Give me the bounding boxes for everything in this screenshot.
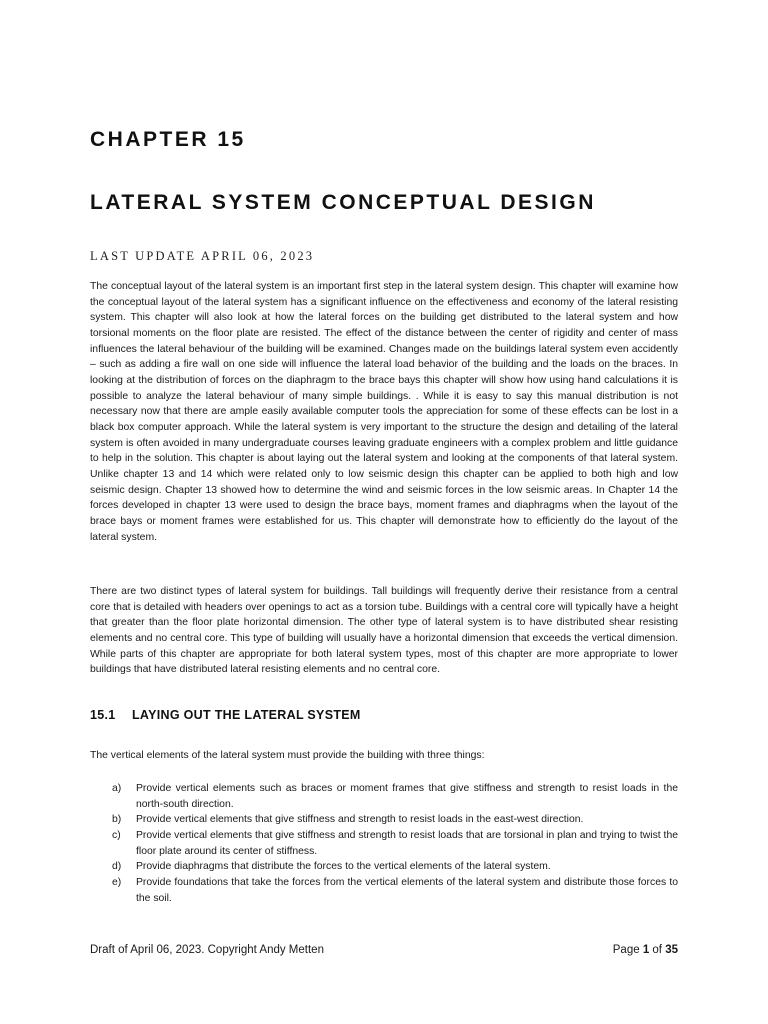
- requirements-list: [112, 781, 678, 906]
- list-item-letter: e): [112, 876, 122, 888]
- list-item: [112, 781, 678, 812]
- page-current: 1: [642, 944, 650, 956]
- section-number: 15.1: [90, 708, 116, 722]
- chapter-title: LATERAL SYSTEM CONCEPTUAL DESIGN: [90, 191, 596, 214]
- footer-page-number: [613, 944, 678, 956]
- list-item: [112, 812, 678, 828]
- list-item-letter: d): [112, 861, 122, 873]
- section-intro: The vertical elements of the lateral system must provide the building with three things:: [90, 750, 485, 761]
- last-update: LAST UPDATE APRIL 06, 2023: [90, 249, 315, 263]
- page-prefix: Page: [612, 944, 643, 956]
- list-item: [112, 828, 678, 859]
- paragraph-intro: The conceptual layout of the lateral system is an important first step in the lateral system design. This chapter will examine how the conceptual layout of the lateral system has a significant influence on the effectiveness and economy of the lateral resisting system. This chapter will also look at how the lateral forces on the building get distributed to the lateral system and how torsional moments on the floor plate are resisted. The effect of the distance between the center of rigidity and center of mass influences the lateral behaviour of the building will be examined. Changes made on the buildings lateral system even accidently – such as adding a fire wall on one side will influence the lateral load behavior of the building and the loads on the braces. In looking at the distribution of forces on the diaphragm to the brace bays this chapter will show how using hand calculations it is possible to analyze the lateral behaviour of many simple buildings. . While it is easy to say this manual distribution is not necessary now that there are ample easily available computer tools the appreciation for some of these effects can be lost in a black box computer approach. While the lateral system is very important to the structure the design and detailing of the lateral system is often avoided in many undergraduate courses leaving graduate engineers with a complex problem and little guidance to help in the solution. This chapter is about laying out the lateral system and looking at the components of that lateral system. Unlike chapter 13 and 14 which were related only to low seismic design this chapter can be applied to both high and low seismic design. Chapter 13 showed how to determine the wind and seismic forces in the low seismic areas. In Chapter 14 the forces developed in chapter 13 were used to design the brace bays, moment frames and diaphragms when the layout of the brace bays or moment frames were established for us. This chapter will demonstrate how to efficiently do the layout of the lateral system.: [90, 281, 678, 543]
- list-item-text: Provide vertical elements that give stiffness and strength to resist loads that are torsional in plan and trying to twist the floor plate around its center of stiffness.: [136, 829, 678, 857]
- paragraph-lateral-types: There are two distinct types of lateral system for buildings. Tall buildings will frequently derive their resistance from a central core that is detailed with headers over openings to act as a torsion tube. Buildings with a central core will typically have a height that greater than the floor plate horizontal dimension. The other type of lateral system is to have distributed shear resisting elements and no central core. This type of building will usually have a horizontal dimension that exceeds the vertical dimension. While parts of this chapter are appropriate for both lateral system types, most of this chapter are more appropriate to lower buildings that have distributed lateral resisting elements and no central core.: [90, 586, 678, 676]
- section-heading: [90, 708, 361, 722]
- list-item-letter: b): [112, 814, 122, 826]
- list-item-letter: a): [112, 783, 122, 794]
- list-item-letter: c): [112, 829, 121, 841]
- section-title: LAYING OUT THE LATERAL SYSTEM: [132, 708, 361, 722]
- list-item-text: Provide foundations that take the forces from the vertical elements of the lateral system and distribute those forces to the soil.: [136, 876, 678, 904]
- list-item-text: Provide vertical elements such as braces or moment frames that give stiffness and strength to resist loads in the north-south direction.: [136, 783, 678, 810]
- chapter-label: CHAPTER 15: [90, 128, 246, 151]
- list-item: [112, 859, 678, 875]
- list-item: [112, 875, 678, 906]
- page-sep: of: [649, 944, 666, 956]
- list-item-text: Provide vertical elements that give stiffness and strength to resist loads in the east-west direction.: [136, 814, 584, 826]
- page-total: 35: [665, 944, 678, 956]
- document-page: [90, 0, 678, 1024]
- list-item-text: Provide diaphragms that distribute the forces to the vertical elements of the lateral system.: [136, 861, 551, 873]
- footer-copyright: Draft of April 06, 2023. Copyright Andy Metten: [90, 944, 324, 956]
